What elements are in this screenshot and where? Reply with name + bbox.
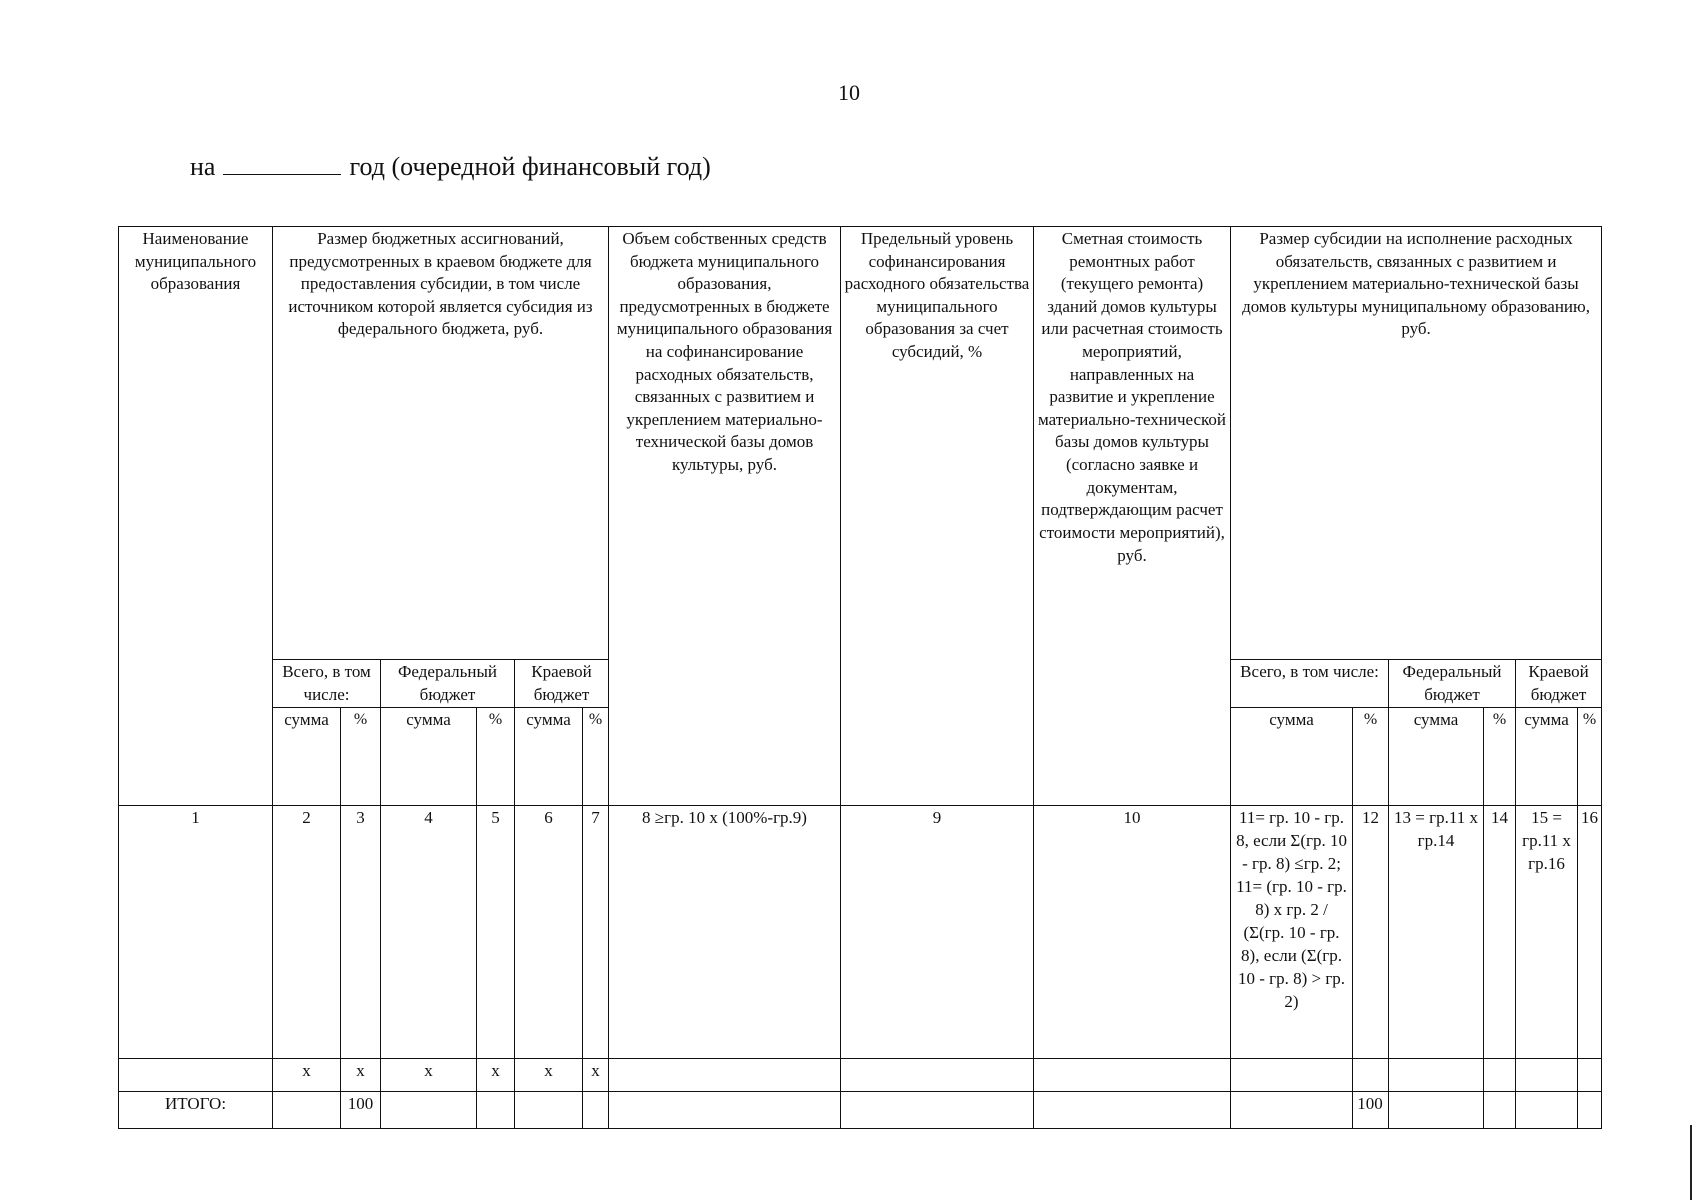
empty-cell [273, 1092, 341, 1129]
total-label: ИТОГО: [119, 1092, 273, 1129]
col-number-9: 9 [841, 806, 1034, 1059]
header-cofinancing-level: Предельный уровень софинансирования расходного обязательства муниципального образования за счет субсидий, % [841, 227, 1034, 806]
header-budget-allocations: Размер бюджетных ассигнований, предусмотренных в краевом бюджете для предоставления субсидии, в том числе источником которой является субсидия из федерального бюджета, руб. [273, 227, 609, 660]
col-number-2: 2 [273, 806, 341, 1059]
header-pct: % [583, 708, 609, 806]
empty-cell [381, 1092, 477, 1129]
empty-cell [1231, 1092, 1353, 1129]
heading-prefix: на [190, 152, 216, 181]
year-blank-line [223, 174, 341, 175]
header-municipality: Наименование муниципального образования [119, 227, 273, 806]
col-number-3: 3 [341, 806, 381, 1059]
header-sum: сумма [1231, 708, 1353, 806]
empty-cell [1034, 1059, 1231, 1092]
x-mark: х [515, 1059, 583, 1092]
x-mark: х [341, 1059, 381, 1092]
empty-cell [1578, 1092, 1602, 1129]
col-number-7: 7 [583, 806, 609, 1059]
page-number: 10 [838, 80, 860, 105]
header-sum: сумма [381, 708, 477, 806]
header-regional-budget: Краевой бюджет [515, 660, 609, 708]
header-pct: % [1353, 708, 1389, 806]
empty-cell [1353, 1059, 1389, 1092]
col-number-8-formula: 8 ≥гр. 10 х (100%-гр.9) [609, 806, 841, 1059]
header-federal-budget: Федеральный бюджет [381, 660, 515, 708]
header-sum: сумма [273, 708, 341, 806]
header-sum: сумма [1516, 708, 1578, 806]
col-number-10: 10 [1034, 806, 1231, 1059]
total-pct-subsidy: 100 [1353, 1092, 1389, 1129]
x-mark: х [583, 1059, 609, 1092]
header-pct: % [1484, 708, 1516, 806]
total-pct-budget: 100 [341, 1092, 381, 1129]
scan-edge-line [1690, 1125, 1692, 1200]
header-sum: сумма [1389, 708, 1484, 806]
empty-cell [1516, 1059, 1578, 1092]
header-total-including-2: Всего, в том числе: [1231, 660, 1389, 708]
header-estimated-cost: Сметная стоимость ремонтных работ (текущего ремонта) зданий домов культуры или расчетная стоимость мероприятий, направленных на развитие и укрепление материально-технической базы домов культуры (согласно заявке и документам, подтверждающим расчет стоимости мероприятий), руб. [1034, 227, 1231, 806]
table-heading [190, 152, 711, 182]
header-own-funds: Объем собственных средств бюджета муниципального образования, предусмотренных в бюджете муниципального образования на софинансирование расходных обязательств, связанных с развитием и укреплением материально-технической базы домов культуры, руб. [609, 227, 841, 806]
x-mark: х [381, 1059, 477, 1092]
col-number-13-formula: 13 = гр.11 х гр.14 [1389, 806, 1484, 1059]
empty-cell [609, 1092, 841, 1129]
empty-cell [1578, 1059, 1602, 1092]
empty-cell [841, 1059, 1034, 1092]
empty-cell [515, 1092, 583, 1129]
col-number-12: 12 [1353, 806, 1389, 1059]
col-number-6: 6 [515, 806, 583, 1059]
municipality-cell-empty [119, 1059, 273, 1092]
header-sum: сумма [515, 708, 583, 806]
empty-cell [1516, 1092, 1578, 1129]
header-subsidy-size: Размер субсидии на исполнение расходных обязательств, связанных с развитием и укреплением материально-технической базы домов культуры муниципальному образованию, руб. [1231, 227, 1602, 660]
empty-cell [841, 1092, 1034, 1129]
header-federal-budget-2: Федеральный бюджет [1389, 660, 1516, 708]
header-total-including: Всего, в том числе: [273, 660, 381, 708]
empty-cell [1389, 1092, 1484, 1129]
col-number-14: 14 [1484, 806, 1516, 1059]
header-pct: % [341, 708, 381, 806]
heading-suffix: год (очередной финансовый год) [349, 152, 711, 181]
empty-cell [1484, 1059, 1516, 1092]
empty-cell [1231, 1059, 1353, 1092]
empty-cell [583, 1092, 609, 1129]
header-pct: % [1578, 708, 1602, 806]
empty-cell [1389, 1059, 1484, 1092]
x-mark: х [273, 1059, 341, 1092]
col-number-11-formula: 11= гр. 10 - гр. 8, если Σ(гр. 10 - гр. 8) ≤гр. 2; 11= (гр. 10 - гр. 8) х гр. 2 / (Σ(гр. 10 - гр. 8), если (Σ(гр. 10 - гр. 8) > гр. 2) [1231, 806, 1353, 1059]
empty-cell [1484, 1092, 1516, 1129]
empty-cell [609, 1059, 841, 1092]
header-pct: % [477, 708, 515, 806]
subsidy-table [118, 226, 1602, 1129]
x-mark: х [477, 1059, 515, 1092]
empty-cell [477, 1092, 515, 1129]
col-number-15-formula: 15 = гр.11 х гр.16 [1516, 806, 1578, 1059]
col-number-1: 1 [119, 806, 273, 1059]
empty-cell [1034, 1092, 1231, 1129]
col-number-4: 4 [381, 806, 477, 1059]
col-number-16: 16 [1578, 806, 1602, 1059]
header-regional-budget-2: Краевой бюджет [1516, 660, 1602, 708]
col-number-5: 5 [477, 806, 515, 1059]
